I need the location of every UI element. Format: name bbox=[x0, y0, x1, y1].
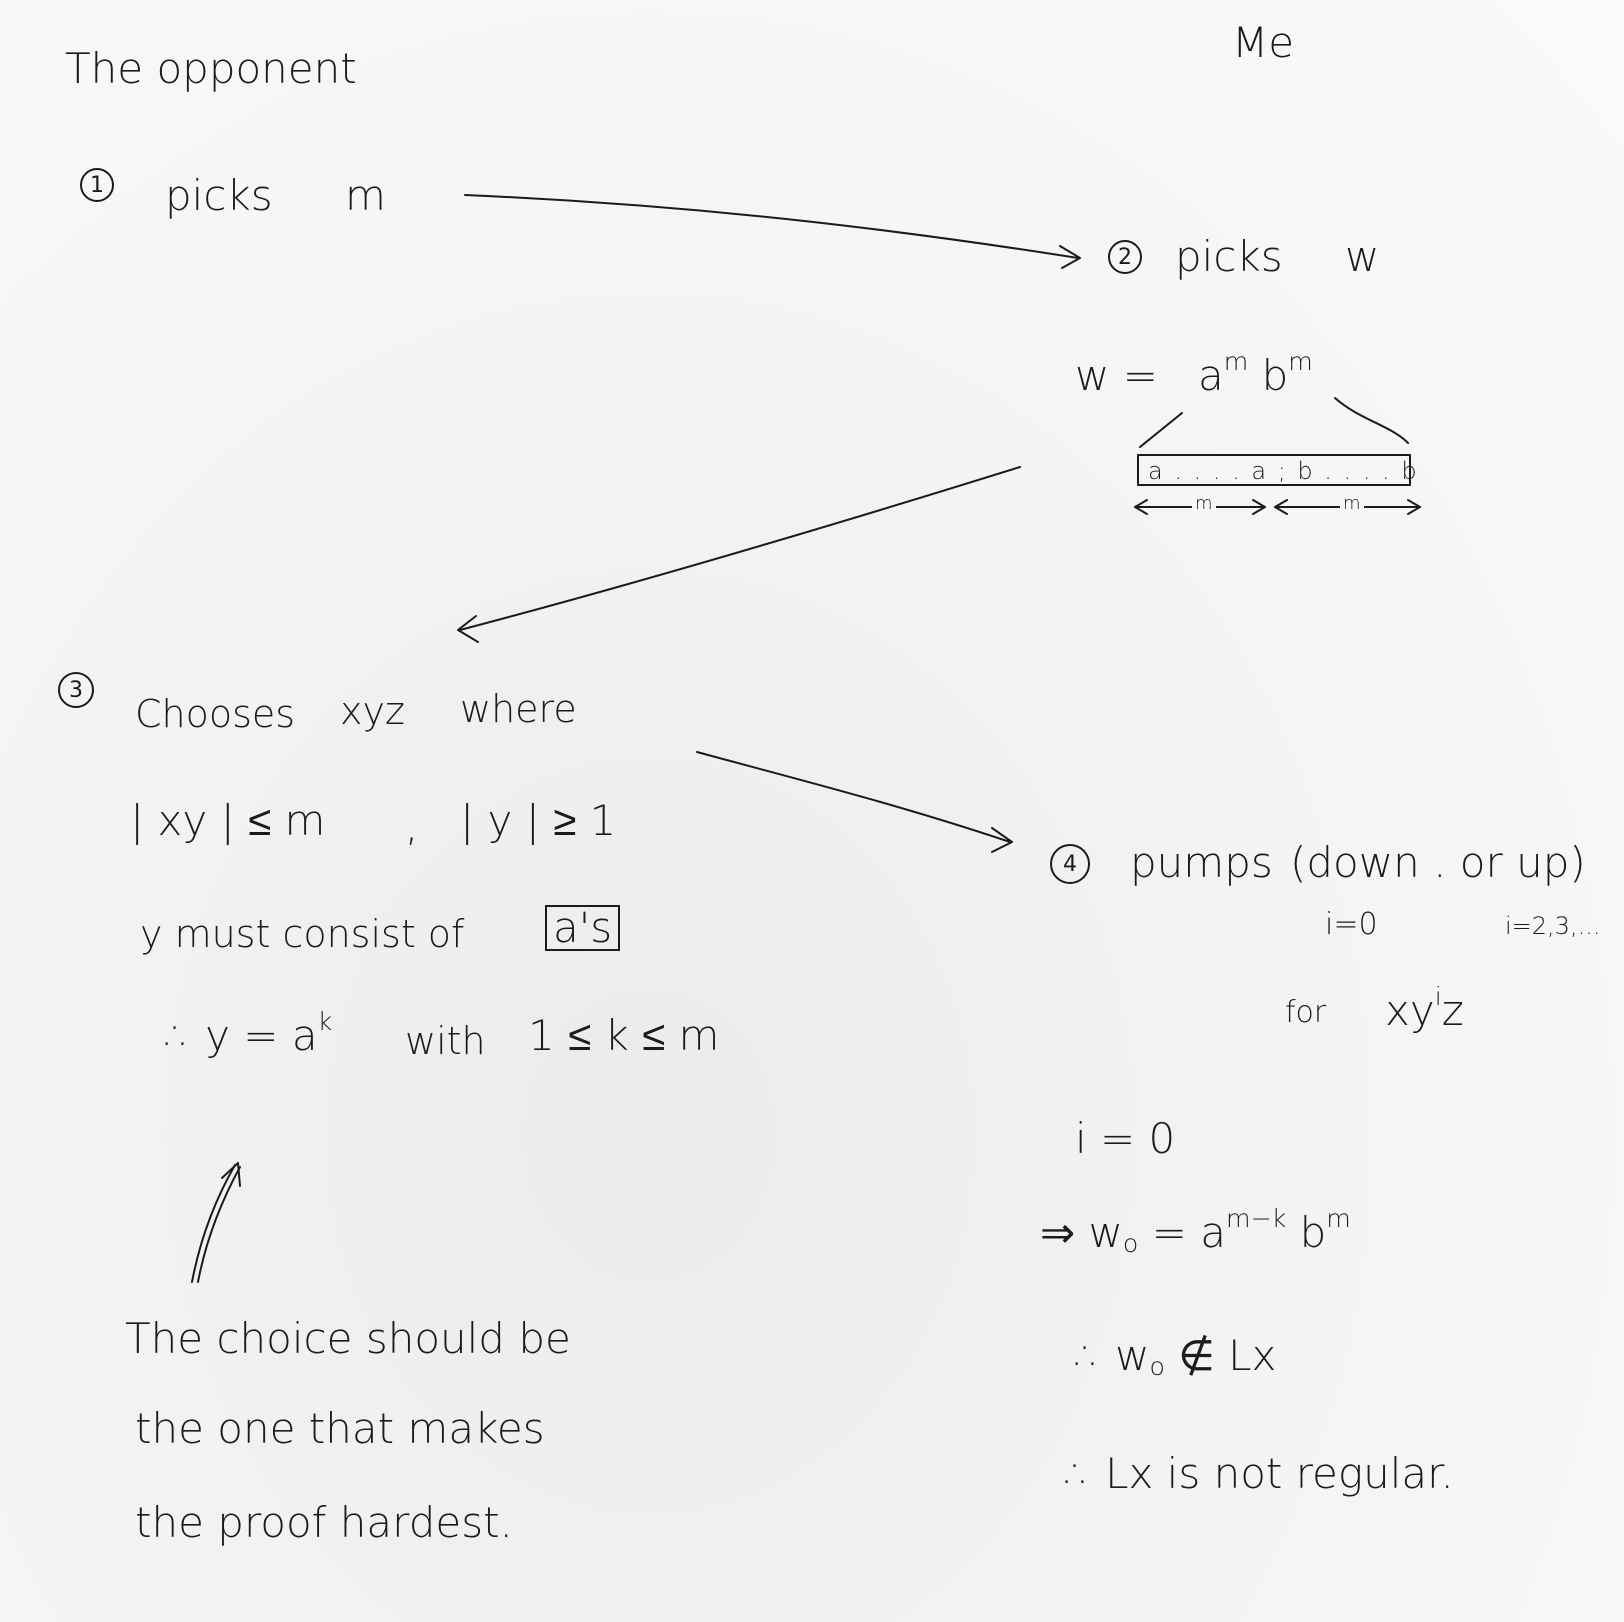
consist-box: a's bbox=[545, 905, 620, 951]
step-3-tail: where bbox=[460, 687, 577, 731]
w-base-b: b bbox=[1261, 351, 1289, 400]
w-lhs: w = bbox=[1075, 351, 1158, 400]
constraint-comma: , bbox=[405, 801, 419, 850]
string-box-content: a . . . . a ; b . . . . b bbox=[1148, 457, 1419, 485]
step-2-object: w bbox=[1345, 232, 1380, 281]
brace-left bbox=[1140, 413, 1182, 447]
k-range: 1 ≤ k ≤ m bbox=[528, 1011, 720, 1060]
constraint-y: | y | ≥ 1 bbox=[460, 796, 617, 845]
me-header: Me bbox=[1232, 18, 1295, 67]
conclusion-final: ∴ Lx is not regular. bbox=[1065, 1449, 1454, 1498]
step-1-verb: picks bbox=[165, 171, 273, 220]
notin-w: ∴ w bbox=[1075, 1331, 1150, 1380]
opponent-header: The opponent bbox=[65, 44, 357, 93]
with-text: with bbox=[405, 1019, 486, 1063]
w-definition bbox=[1075, 346, 1313, 400]
notin-w-sub: o bbox=[1149, 1352, 1165, 1382]
implies-eq: = a bbox=[1151, 1208, 1226, 1257]
w-base-a: a bbox=[1197, 351, 1224, 400]
pumped-z: z bbox=[1441, 986, 1464, 1035]
note-line-1: The choice should be bbox=[125, 1314, 571, 1363]
brace-right bbox=[1335, 398, 1408, 443]
for-text: for bbox=[1285, 995, 1327, 1030]
conclusion-i0: i = 0 bbox=[1075, 1114, 1176, 1163]
step-1-object: m bbox=[345, 171, 386, 220]
arrow-m-to-w bbox=[465, 195, 1078, 258]
step-3-object: xyz bbox=[340, 689, 405, 733]
conclusion-notin bbox=[1075, 1331, 1277, 1382]
constraint-xy: | xy | ≤ m bbox=[130, 796, 326, 845]
implies-w: ⇒ w bbox=[1040, 1208, 1123, 1257]
note-pointer-arrow-2 bbox=[198, 1167, 240, 1282]
therefore-y bbox=[165, 1006, 333, 1060]
pumped-exp: i bbox=[1434, 981, 1442, 1011]
arrow-xyz-to-pump bbox=[697, 752, 1010, 842]
therefore-y-text: ∴ y = a bbox=[165, 1011, 318, 1060]
pumped-xy: xy bbox=[1385, 986, 1435, 1035]
notin-rest: ∉ Lx bbox=[1178, 1331, 1277, 1380]
pump-i-up: i=2,3,... bbox=[1505, 912, 1601, 940]
implies-b: b bbox=[1299, 1208, 1327, 1257]
w-exp-b: m bbox=[1288, 346, 1313, 376]
consist-text: y must consist of bbox=[140, 912, 465, 956]
pumped-string bbox=[1385, 981, 1464, 1035]
step-4-direction: (down . or up) bbox=[1290, 838, 1586, 887]
conclusion-implies bbox=[1040, 1203, 1351, 1259]
step-2-circle: 2 bbox=[1108, 240, 1142, 274]
length-label-b: m bbox=[1340, 495, 1364, 513]
pump-i-down: i=0 bbox=[1325, 907, 1378, 942]
w-exp-a: m bbox=[1223, 346, 1249, 376]
note-line-2: the one that makes bbox=[135, 1404, 545, 1453]
arrow-w-to-xyz bbox=[460, 467, 1020, 630]
step-2-verb: picks bbox=[1175, 232, 1283, 281]
therefore-y-exp: k bbox=[317, 1006, 333, 1036]
note-line-3: the proof hardest. bbox=[135, 1498, 513, 1547]
step-1-circle: 1 bbox=[80, 168, 114, 202]
step-3-verb: Chooses bbox=[135, 692, 296, 736]
step-3-circle: 3 bbox=[58, 672, 94, 708]
implies-w-sub: o bbox=[1122, 1229, 1139, 1259]
implies-exp2: m bbox=[1326, 1203, 1351, 1233]
implies-exp1: m−k bbox=[1225, 1203, 1287, 1233]
step-4-circle: 4 bbox=[1050, 844, 1090, 884]
length-label-a: m bbox=[1192, 495, 1216, 513]
step-4-verb: pumps bbox=[1130, 838, 1273, 887]
